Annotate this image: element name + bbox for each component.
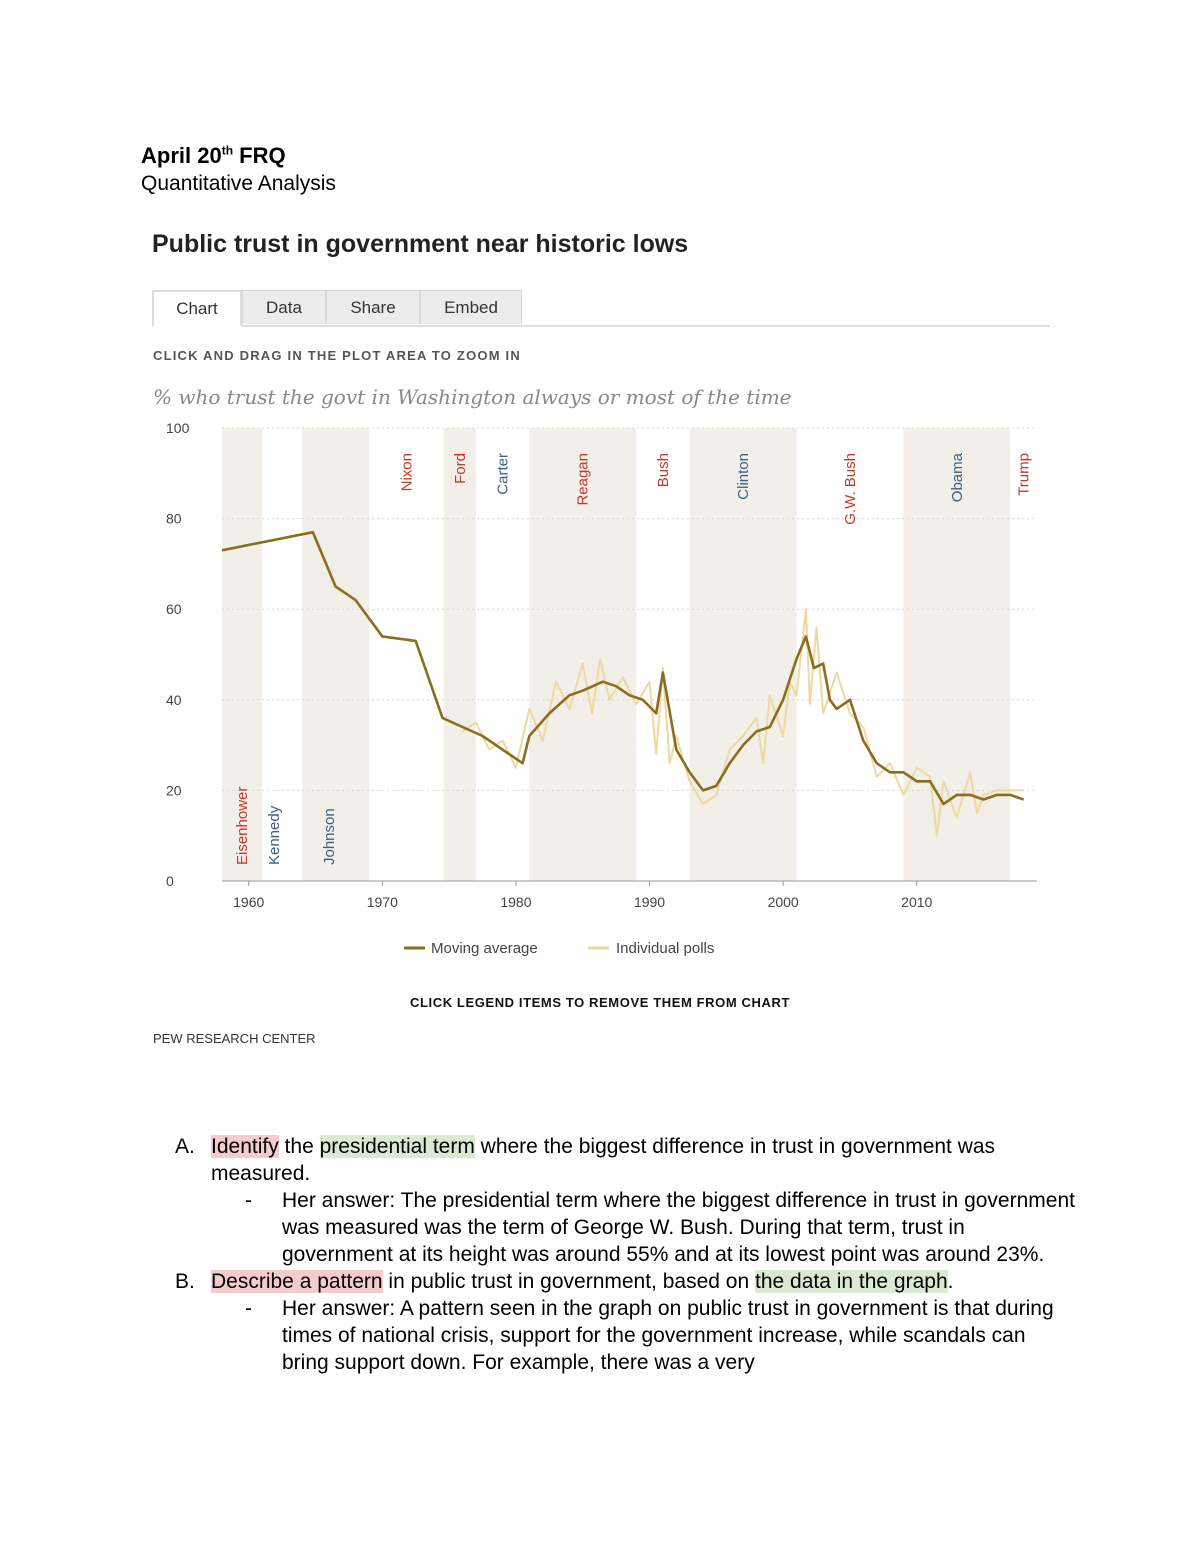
- x-tick-label: 1970: [366, 894, 398, 910]
- president-label: Carter: [494, 453, 512, 495]
- chart-tabs: [152, 290, 1050, 327]
- trust-line-chart[interactable]: [150, 415, 1050, 975]
- y-tick-label: 100: [166, 420, 190, 436]
- legend-individual-polls[interactable]: [588, 940, 714, 957]
- answer-a: - Her answer: The presidential term where the biggest difference in trust in government was measured was the term of George W. Bush. During that term, trust in government at its height was around 55% and at its lowest point was around 23%.: [245, 1189, 1075, 1266]
- president-label: Obama: [948, 453, 966, 503]
- legend-label: Individual polls: [616, 940, 715, 957]
- president-label: Bush: [654, 453, 672, 488]
- president-label: Clinton: [735, 453, 753, 500]
- question-text-a: [211, 1135, 995, 1185]
- x-tick-label: 1980: [500, 894, 532, 910]
- tab-embed[interactable]: Embed: [420, 290, 522, 324]
- q-part: where the biggest difference in trust in government was measured.: [211, 1135, 996, 1185]
- tab-share[interactable]: Share: [326, 290, 420, 324]
- y-tick-label: 80: [166, 510, 182, 527]
- questions-section: [175, 1133, 1075, 1376]
- q-part: Describe a pattern: [211, 1270, 383, 1293]
- y-tick-label: 20: [166, 782, 182, 799]
- tab-data[interactable]: Data: [242, 290, 326, 324]
- legend-moving-average[interactable]: [404, 940, 538, 957]
- x-tick-label: 2000: [767, 894, 799, 910]
- q-part: the: [278, 1135, 320, 1158]
- x-tick-label: 2010: [901, 894, 933, 910]
- answer-text-a: Her answer: The presidential term where the biggest difference in trust in government was measured was the term of George W. Bush. During that term, trust in government at its height was around 55% and at its lowest point was around 23%.: [282, 1189, 1075, 1266]
- question-label: B.: [175, 1270, 195, 1293]
- q-part: in public trust in government, based on: [382, 1270, 755, 1293]
- president-label: Reagan: [574, 453, 592, 506]
- president-label: Ford: [451, 453, 469, 484]
- president-label: Johnson: [320, 808, 338, 865]
- answer-b: - Her answer: A pattern seen in the graph on public trust in government is that during times of national crisis, support for the government increase, while scandals can bring support down. For example, there was a very: [245, 1297, 1054, 1374]
- y-tick-label: 60: [166, 601, 182, 618]
- source-credit: PEW RESEARCH CENTER: [153, 1031, 316, 1046]
- chart-title: Public trust in government near historic lows: [152, 230, 689, 258]
- president-label: Trump: [1015, 453, 1033, 496]
- page-subtitle: Quantitative Analysis: [141, 172, 336, 195]
- y-tick-label: 40: [166, 691, 182, 708]
- question-b: [175, 1268, 1075, 1295]
- x-tick-label: 1990: [633, 894, 666, 910]
- x-tick-label: 1960: [233, 894, 265, 910]
- legend-hint: CLICK LEGEND ITEMS TO REMOVE THEM FROM CHART: [409, 995, 791, 1010]
- zoom-hint: CLICK AND DRAG IN THE PLOT AREA TO ZOOM IN: [153, 348, 521, 363]
- question-text-b: [211, 1270, 953, 1293]
- q-part: the data in the graph: [754, 1270, 948, 1293]
- question-a: [175, 1133, 1075, 1187]
- y-tick-label: 0: [166, 873, 174, 889]
- president-label: Nixon: [398, 453, 416, 492]
- president-label: G.W. Bush: [841, 453, 859, 525]
- page-title: April 20th FRQ: [141, 143, 286, 168]
- q-part: Identify: [211, 1135, 279, 1158]
- answer-text-b: Her answer: A pattern seen in the graph on public trust in government is that during times of national crisis, support for the government increase, while scandals can bring support down. For example, there was a very: [282, 1297, 1054, 1374]
- tab-chart[interactable]: Chart: [152, 290, 242, 327]
- question-label: A.: [175, 1135, 195, 1158]
- chart-caption: % who trust the govt in Washington always or most of the time: [153, 385, 792, 409]
- admin-band: [444, 428, 476, 881]
- president-label: Kennedy: [266, 805, 284, 865]
- q-part: presidential term: [319, 1135, 475, 1158]
- president-label: Eisenhower: [234, 786, 252, 865]
- legend-label: Moving average: [431, 940, 538, 957]
- q-part: .: [947, 1270, 954, 1293]
